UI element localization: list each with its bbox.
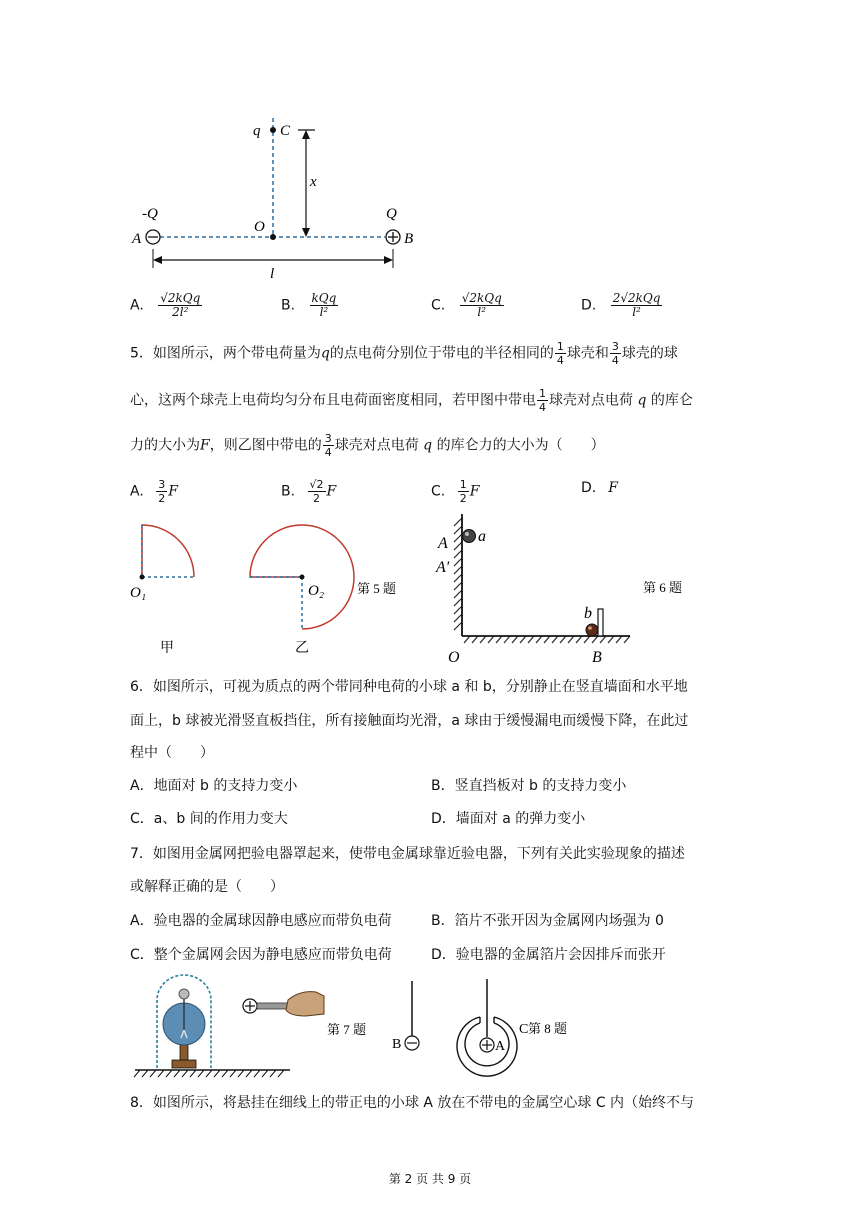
q5-line3: 力的大小为F，则乙图中带电的 $\frac{3}{4}$ 球壳对点电荷 q 的库仑力的大小为（ ） [130,432,605,459]
q6-option-a: A．地面对 b 的支持力变小 [130,778,298,794]
q7-option-c: C．整个金属网会因为静电感应而带负电荷 [130,947,392,963]
label-x: x [310,174,317,190]
point-o2 [300,575,305,580]
label-a-pos: A [438,535,448,552]
label-b-pos: B [592,649,602,666]
q6-figure [430,510,700,668]
label-ball-b: b [584,605,592,622]
q7-option-a: A．验电器的金属球因静电感应而带负电荷 [130,913,392,929]
label-yi: 乙 [295,641,309,656]
q5-option-a: A. $\frac{3}{2}$ F [130,478,178,505]
q4-option-d: D. $\frac{\text{2√2kQq}}{\text{l²}}$ [581,291,661,319]
label-minus-q: -Q [142,206,158,222]
point-c [270,127,276,133]
label-b: B [404,231,414,247]
q6-option-d: D．墙面对 a 的弹力变小 [431,811,586,827]
ball-a [463,530,476,543]
label-o1: O₁ [130,585,147,601]
vertical-plate [598,609,603,636]
q4-figure [120,110,440,285]
q7-figure [130,972,390,1082]
label-ball-a: a [478,528,486,545]
q4-option-b: B. $\frac{\text{kQq}}{\text{l²}}$ [281,291,337,319]
q5-line1: 5．如图所示，两个带电荷量为q的点电荷分别位于带电的半径相同的 $\frac{1}{4}$ 球壳和 $\frac{3}{4}$ 球壳的球 [130,340,678,367]
label-a-prime: A′ [436,559,450,576]
q7-option-d: D．验电器的金属箔片会因排斥而张开 [431,947,666,963]
fig7-caption: 第 7 题 [327,1022,367,1037]
q6-line1: 6．如图所示，可视为质点的两个带同种电荷的小球 a 和 b，分别静止在竖直墙面和水平地 [130,679,688,695]
q6-option-b: B．竖直挡板对 b 的支持力变小 [431,778,627,794]
label-o: O [448,649,460,666]
q8-figure [390,975,590,1083]
q6-option-c: C．a、b 间的作用力变大 [130,811,288,827]
q7-line2: 或解释正确的是（ ） [130,879,284,895]
q6-line2: 面上，b 球被光滑竖直板挡住，所有接触面均光滑，a 球由于缓慢漏电而缓慢下降，在此过 [130,713,689,729]
q7-option-b: B．箔片不张开因为金属网内场强为 0 [431,913,664,929]
q5-option-b: B. $\frac{√2}{2}$ F [281,478,337,505]
label-a: A [132,231,142,247]
label-c: C [280,123,291,139]
label-o2: O₂ [308,583,325,599]
q8-line1: 8．如图所示，将悬挂在细线上的带正电的小球 A 放在不带电的金属空心球 C 内（始终不与 [130,1095,695,1111]
label-o: O [254,219,265,235]
q5-line2: 心，这两个球壳上电荷均匀分布且电荷面密度相同，若甲图中带电 $\frac{1}{4}$ 球壳对点电荷 q 的库仑 [130,387,693,414]
electroscope-ball [179,989,189,999]
q4-option-c: C. $\frac{\text{√2kQq}}{\text{l²}}$ [431,291,502,319]
label-q: q [253,123,261,139]
q5-option-d: D. F [581,480,618,496]
point-o1 [140,575,145,580]
ball-b [586,624,598,636]
label-jia: 甲 [160,641,174,656]
fig5-caption: 第 5 题 [357,581,397,596]
hand-icon [286,992,324,1016]
q4-option-a: A. $\frac{\text{√2kQq}}{\text{2l²}}$ [130,291,201,319]
label-l: l [270,266,275,282]
label-big-q: Q [386,206,397,222]
label-b: B [392,1037,402,1052]
q5-figure [120,515,420,660]
fig8-caption: 第 8 题 [528,1021,568,1036]
electroscope-base [172,1060,196,1068]
q7-line1: 7．如图用金属网把验电器罩起来，使带电金属球靠近验电器，下列有关此实验现象的描述 [130,846,685,862]
label-c: C [519,1022,529,1037]
q6-line3: 程中（ ） [130,745,214,761]
label-a: A [495,1039,506,1054]
quarter-shell [142,525,194,577]
point-o [270,234,276,240]
q5-option-c: C. $\frac{1}{2}$ F [431,478,480,505]
fig6-caption: 第 6 题 [643,580,683,595]
page-footer: 第 2 页 共 9 页 [388,1172,472,1186]
